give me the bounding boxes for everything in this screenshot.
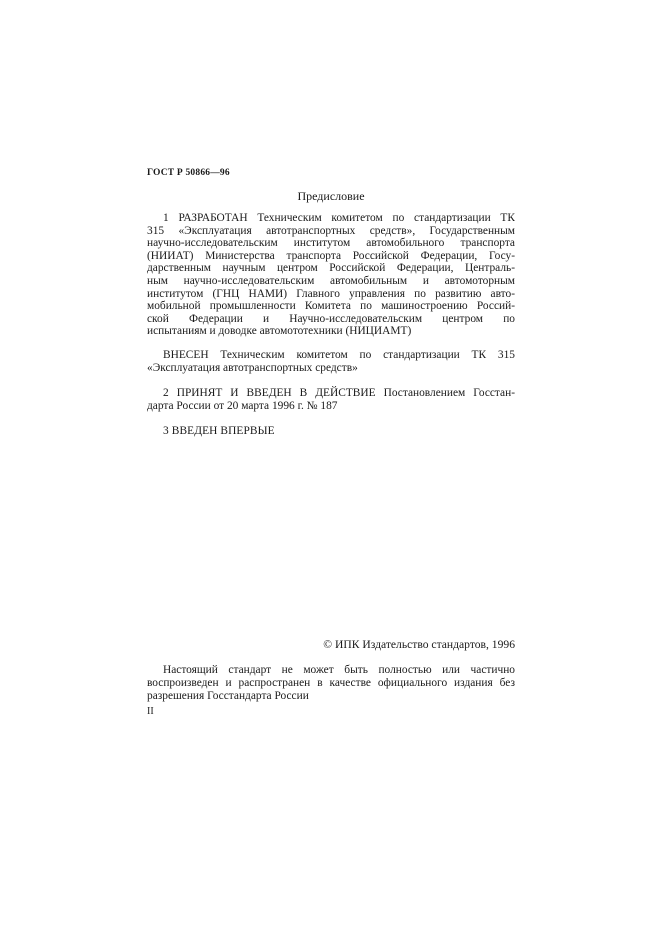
section-1-line: ской Федерации и Научно-исследовательским центром по xyxy=(147,312,515,325)
section-1-line: 315 «Эксплуатация автотранспортных средств», Государственным xyxy=(147,224,515,237)
notice-line: воспроизведен и распространен в качестве официального издания без xyxy=(147,676,515,689)
section-1-line: (НИИАТ) Министерства транспорта Российской Федерации, Госу- xyxy=(147,249,515,262)
submitted-line: «Эксплуатация автотранспортных средств» xyxy=(147,361,358,374)
section-submitted xyxy=(147,349,515,374)
section-1-line: 1 РАЗРАБОТАН Техническим комитетом по стандартизации ТК xyxy=(163,212,515,224)
section-2-line: 2 ПРИНЯТ И ВВЕДЕН В ДЕЙСТВИЕ Постановлением Госстан- xyxy=(163,387,515,399)
section-1-line: научно-исследовательским институтом автомобильного транспорта xyxy=(147,237,515,250)
section-1-developed xyxy=(147,212,515,338)
copyright-notice: © ИПК Издательство стандартов, 1996 xyxy=(323,638,515,651)
section-2-adopted xyxy=(147,387,515,412)
section-1-line: институтом (ГНЦ НАМИ) Главного управления по развитию авто- xyxy=(147,287,515,300)
section-2-line: дарта России от 20 марта 1996 г. № 187 xyxy=(147,399,338,412)
reproduction-notice xyxy=(147,664,515,702)
notice-line: Настоящий стандарт не может быть полностью или частично xyxy=(163,664,515,676)
page-number: II xyxy=(147,706,154,717)
section-1-line: ным научно-исследовательским автомобильным и автомоторным xyxy=(147,274,515,287)
document-code: ГОСТ Р 50866—96 xyxy=(147,168,230,178)
submitted-line: ВНЕСЕН Техническим комитетом по стандартизации ТК 315 xyxy=(163,349,515,361)
section-3-first-introduced xyxy=(147,425,515,438)
section-1-line: дарственным научным центром Российской Федерации, Централь- xyxy=(147,262,515,275)
page-title: Предисловие xyxy=(297,189,365,203)
notice-line: разрешения Госстандарта России xyxy=(147,689,309,702)
section-1-line: испытаниям и доводке автомототехники (НИЦИАМТ) xyxy=(147,325,412,338)
section-3-line: 3 ВВЕДЕН ВПЕРВЫЕ xyxy=(163,425,275,437)
section-1-line: мобильной промышленности Комитета по машиностроению Россий- xyxy=(147,300,515,313)
